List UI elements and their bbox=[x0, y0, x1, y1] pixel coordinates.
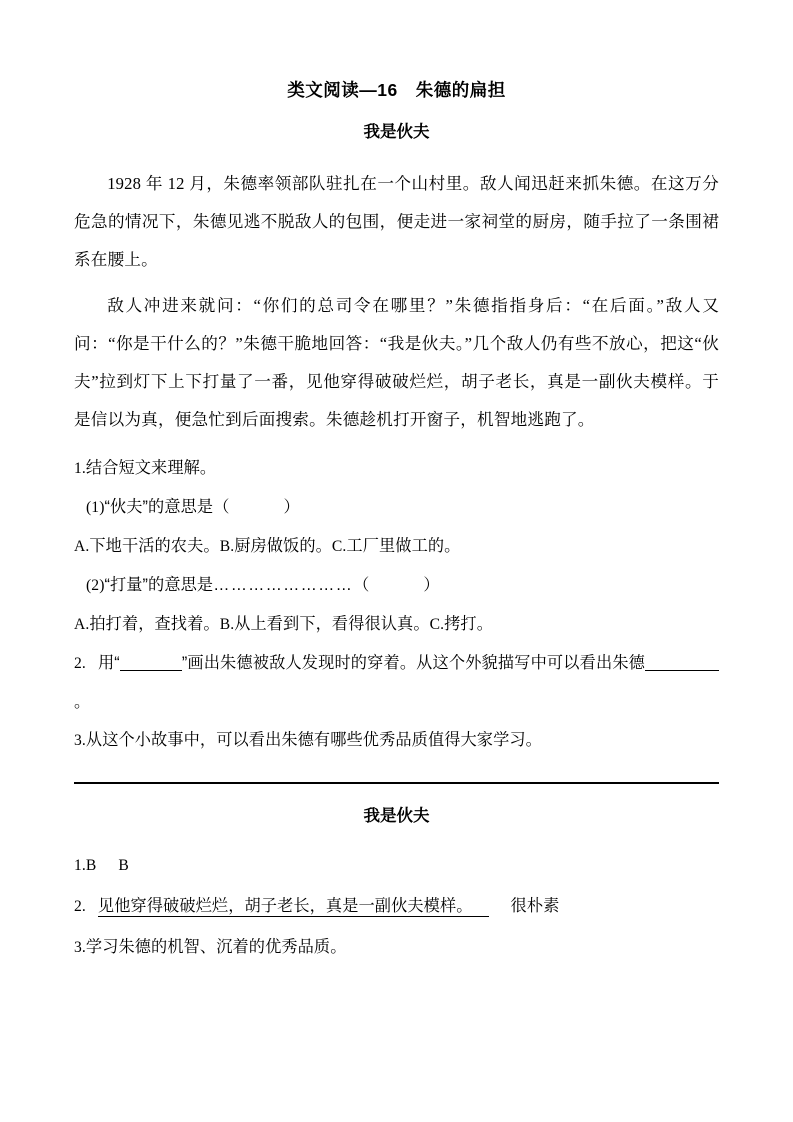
question-1-sub-1 bbox=[74, 488, 719, 527]
sub-question-1-open-paren: （ bbox=[213, 497, 230, 516]
question-3-text: 从这个小故事中，可以看出朱德有哪些优秀品质值得大家学习。 bbox=[85, 730, 542, 749]
answer-1-number: 1. bbox=[74, 856, 86, 874]
question-1-sub-2 bbox=[74, 566, 719, 605]
answer-2 bbox=[74, 886, 719, 927]
option-b-text[interactable]: 厨房做饭的。 bbox=[234, 536, 332, 555]
question-2-part-2: ”画出朱德被敌人发现时的穿着。从这个外貌描写中可以看出朱德 bbox=[181, 653, 646, 672]
option-c-text[interactable]: 工厂里做工的。 bbox=[346, 536, 461, 555]
question-2-number: 2. bbox=[74, 654, 86, 672]
option-b-letter: B. bbox=[219, 615, 235, 633]
answer-2-number: 2. bbox=[74, 897, 86, 915]
question-1 bbox=[74, 449, 719, 488]
option-a-letter: A. bbox=[74, 615, 90, 633]
sub-question-2-close-paren: ） bbox=[423, 575, 440, 594]
question-1-number: 1. bbox=[74, 459, 86, 477]
question-2 bbox=[74, 644, 719, 721]
fill-in-blank-underline-2[interactable] bbox=[645, 670, 719, 671]
question-1-sub-2-options bbox=[74, 605, 719, 644]
option-c-letter: C. bbox=[331, 537, 347, 555]
option-c-letter: C. bbox=[429, 615, 445, 633]
question-2-part-3: 。 bbox=[74, 692, 91, 711]
option-a-text[interactable]: 拍打着，查找着。 bbox=[89, 614, 220, 633]
article-paragraph-2: 敌人冲进来就问：“你们的总司令在哪里？”朱德指指身后：“在后面。”敌人又问：“你是干什么的？”朱德干脆地回答：“我是伙夫。”几个敌人仍有些不放心，把这“伙夫”拉到灯下上下打量了一番，见他穿得破破烂烂，胡子老长，真是一副伙夫模样。于是信以为真，便急忙到后面搜索。朱德趁机打开窗子，机智地逃跑了。 bbox=[74, 295, 719, 429]
option-b-letter: B. bbox=[219, 537, 235, 555]
sub-question-1-text: “伙夫”的意思是 bbox=[104, 497, 214, 516]
question-1-stem: 结合短文来理解。 bbox=[85, 458, 217, 477]
sub-question-1-label: (1) bbox=[86, 498, 105, 516]
answer-1-value-2: B bbox=[118, 856, 129, 874]
question-2-part-1: 用“ bbox=[97, 653, 120, 672]
sub-question-1-close-paren: ） bbox=[283, 497, 300, 516]
answer-1 bbox=[74, 845, 719, 886]
answers-title: 我是伙夫 bbox=[363, 806, 430, 825]
question-3 bbox=[74, 721, 719, 760]
page-title: 类文阅读—16 朱德的扁担 bbox=[287, 80, 506, 100]
answer-1-value: B bbox=[85, 856, 97, 874]
option-b-text[interactable]: 从上看到下，看得很认真。 bbox=[234, 614, 430, 633]
sub-question-2-text: “打量”的意思是 bbox=[104, 575, 214, 594]
option-c-text[interactable]: 拷打。 bbox=[444, 614, 494, 633]
fill-in-blank-underline-1[interactable] bbox=[120, 670, 182, 671]
sub-question-2-open-paren: （ bbox=[353, 575, 370, 594]
leader-dots: …………………… bbox=[213, 575, 354, 594]
option-a-text[interactable]: 下地干活的农夫。 bbox=[89, 536, 220, 555]
option-a-letter: A. bbox=[74, 537, 90, 555]
answer-3-text: 学习朱德的机智、沉着的优秀品质。 bbox=[85, 937, 347, 956]
question-1-sub-1-options bbox=[74, 527, 719, 566]
question-3-number: 3. bbox=[74, 731, 86, 749]
sub-question-2-label: (2) bbox=[86, 576, 105, 594]
answer-2-underlined-text: 见他穿得破破烂烂，胡子老长，真是一副伙夫模样。 bbox=[98, 897, 489, 917]
article-paragraph-1: 1928 年 12 月，朱德率领部队驻扎在一个山村里。敌人闻迅赶来抓朱德。在这万分危急的情况下，朱德见逃不脱敌人的包围，便走进一家祠堂的厨房，随手拉了一条围裙系在腰上。 bbox=[74, 173, 719, 269]
article-title: 我是伙夫 bbox=[363, 123, 430, 141]
answer-3 bbox=[74, 927, 719, 968]
answer-3-number: 3. bbox=[74, 938, 86, 956]
answers-section bbox=[74, 827, 719, 968]
questions-section bbox=[74, 439, 719, 760]
answer-2-trailing-text: 很朴素 bbox=[510, 896, 560, 915]
